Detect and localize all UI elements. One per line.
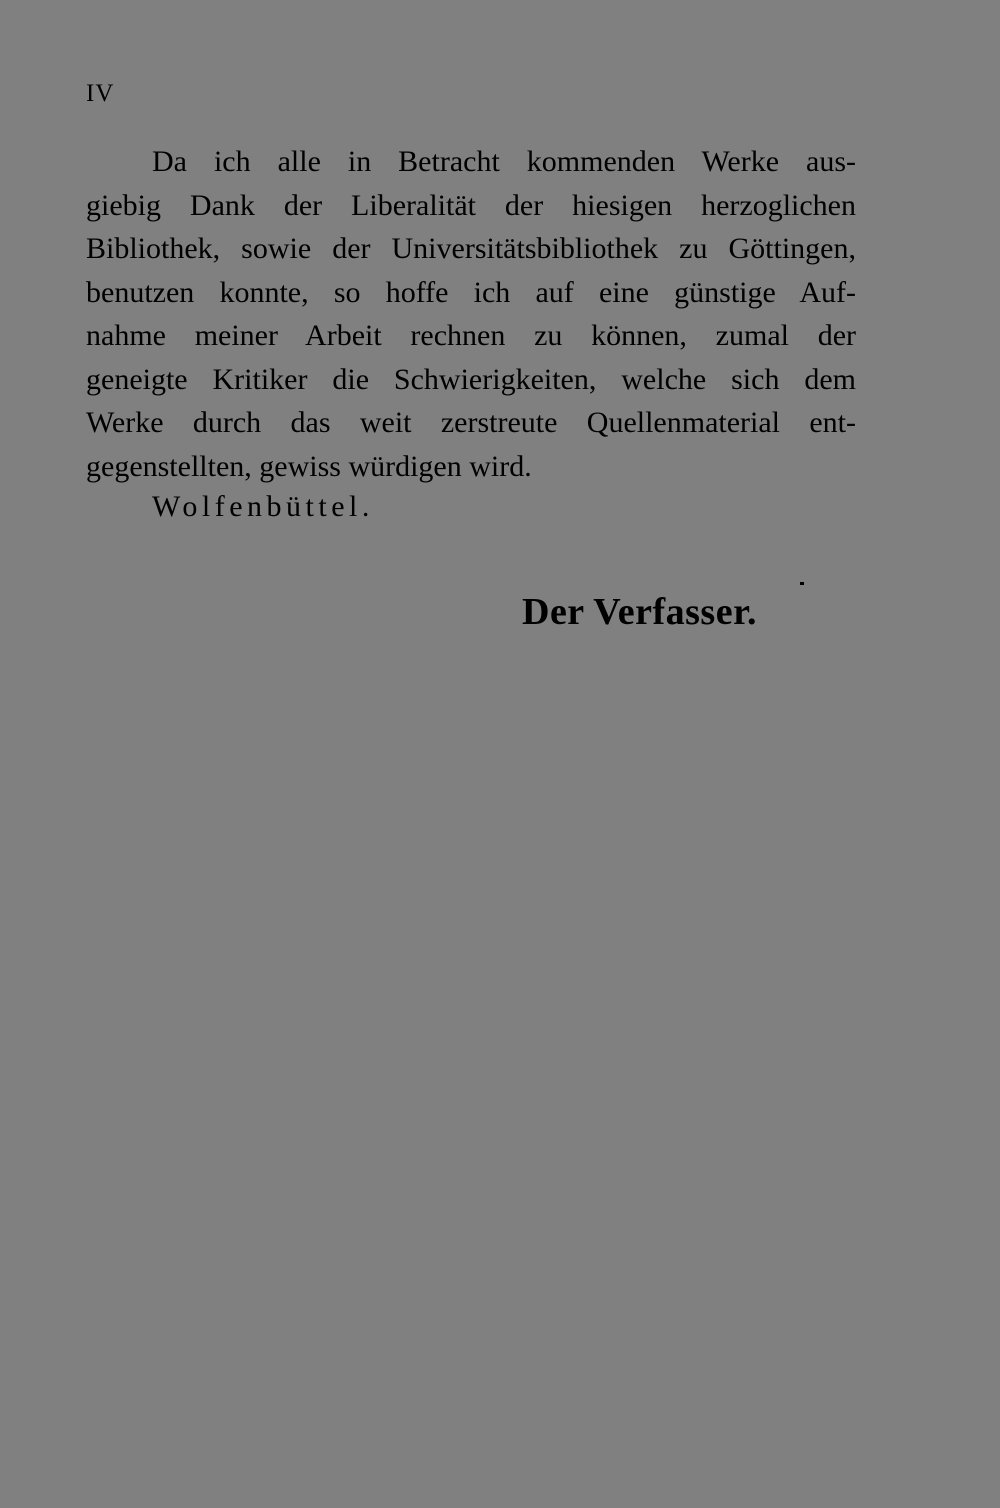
paragraph-line-3: Bibliothek, sowie der Universitätsbibliothek zu Göttingen, (86, 232, 856, 265)
paragraph-line-4: benutzen konnte, so hoffe ich auf eine günstige Auf- (86, 275, 856, 309)
paragraph-line-1: Da ich alle in Betracht kommenden Werke aus- (152, 145, 856, 178)
place-line: Wolfenbüttel. (152, 490, 374, 523)
paragraph-line-7: Werke durch das weit zerstreute Quellenmaterial ent- (86, 406, 856, 439)
page-number: IV (86, 80, 115, 107)
paragraph-line-2: giebig Dank der Liberalität der hiesigen herzoglichen (86, 188, 856, 222)
paragraph-line-8: gegenstellten, gewiss würdigen wird. (86, 449, 532, 483)
print-speck (800, 582, 804, 585)
preface-paragraph (86, 140, 856, 488)
signature: Der Verfasser. (522, 591, 757, 633)
paragraph-line-6: geneigte Kritiker die Schwierigkeiten, welche sich dem (86, 362, 856, 396)
paragraph-line-5: nahme meiner Arbeit rechnen zu können, zumal der (86, 319, 856, 352)
